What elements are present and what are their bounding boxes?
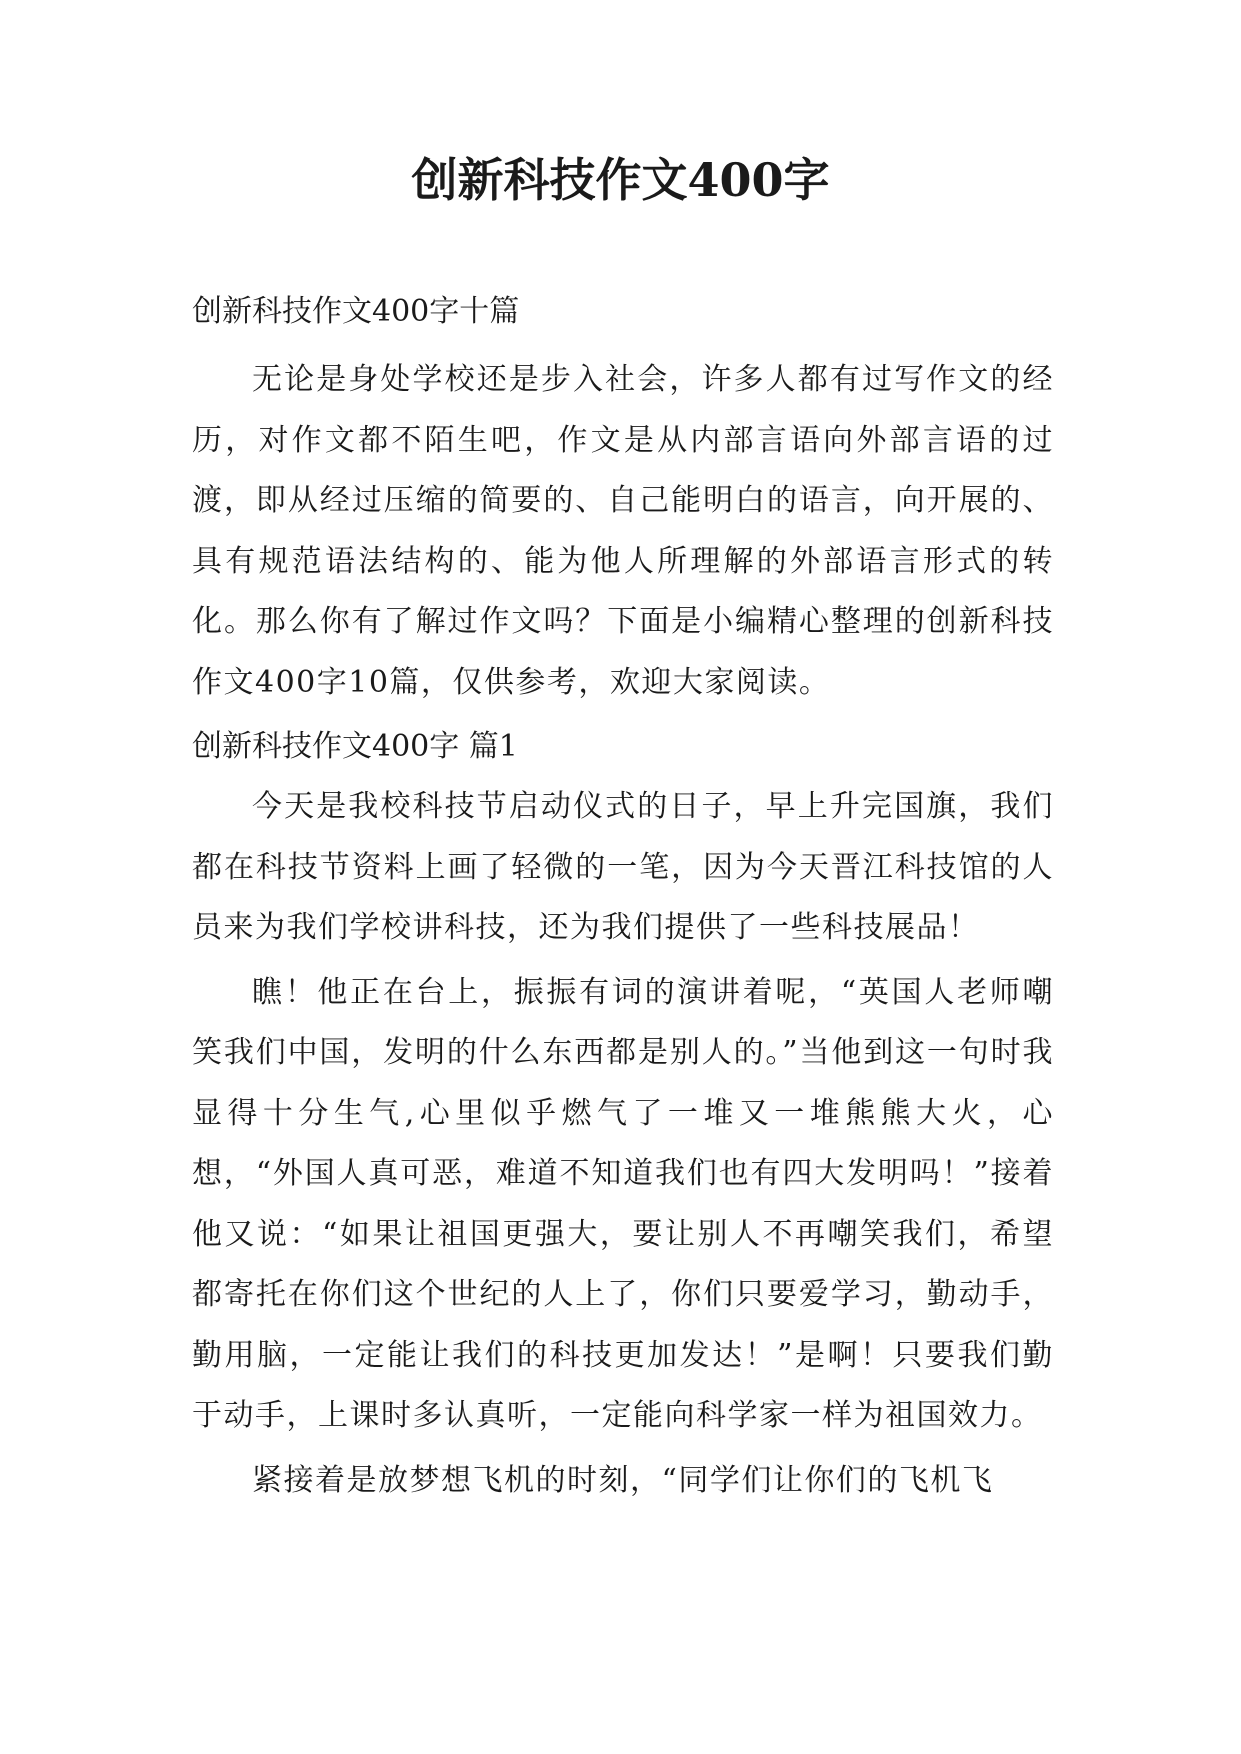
body-paragraph-2: 瞧！他正在台上，振振有词的演讲着呢，“英国人老师嘲笑我们中国，发明的什么东西都是别人的。”当他到这一句时我显得十分生气,心里似乎燃气了一堆又一堆熊熊大火，心想，“外国人真可恶，难道不知道我们也有四大发明吗！”接着他又说：“如果让祖国更强大，要让别人不再嘲笑我们，希望都寄托在你们这个世纪的人上了，你们只要爱学习，勤动手，勤用脑，一定能让我们的科技更加发达！”是啊！只要我们勤于动手，上课时多认真听，一定能向科学家一样为祖国效力。 (192, 974, 1054, 1433)
body-paragraph-3: 紧接着是放梦想飞机的时刻，“同学们让你们的飞机飞 (252, 1462, 994, 1498)
intro-paragraph: 无论是身处学校还是步入社会，许多人都有过写作文的经历，对作文都不陌生吧，作文是从内部言语向外部言语的过渡，即从经过压缩的简要的、自己能明白的语言，向开展的、具有规范语法结构的、能为他人所理解的外部语言形式的转化。那么你有了解过作文吗？下面是小编精心整理的创新科技作文400字10篇，仅供参考，欢迎大家阅读。 (192, 362, 1054, 700)
body-paragraph-1: 今天是我校科技节启动仪式的日子，早上升完国旗，我们都在科技节资料上画了轻微的一笔，因为今天晋江科技馆的人员来为我们学校讲科技，还为我们提供了一些科技展品！ (192, 789, 1054, 945)
document-body (192, 282, 1054, 1515)
document-title: 创新科技作文400字 (411, 153, 830, 207)
section-heading: 创新科技作文400字 篇1 (192, 729, 518, 764)
document-subtitle: 创新科技作文400字十篇 (192, 294, 520, 329)
